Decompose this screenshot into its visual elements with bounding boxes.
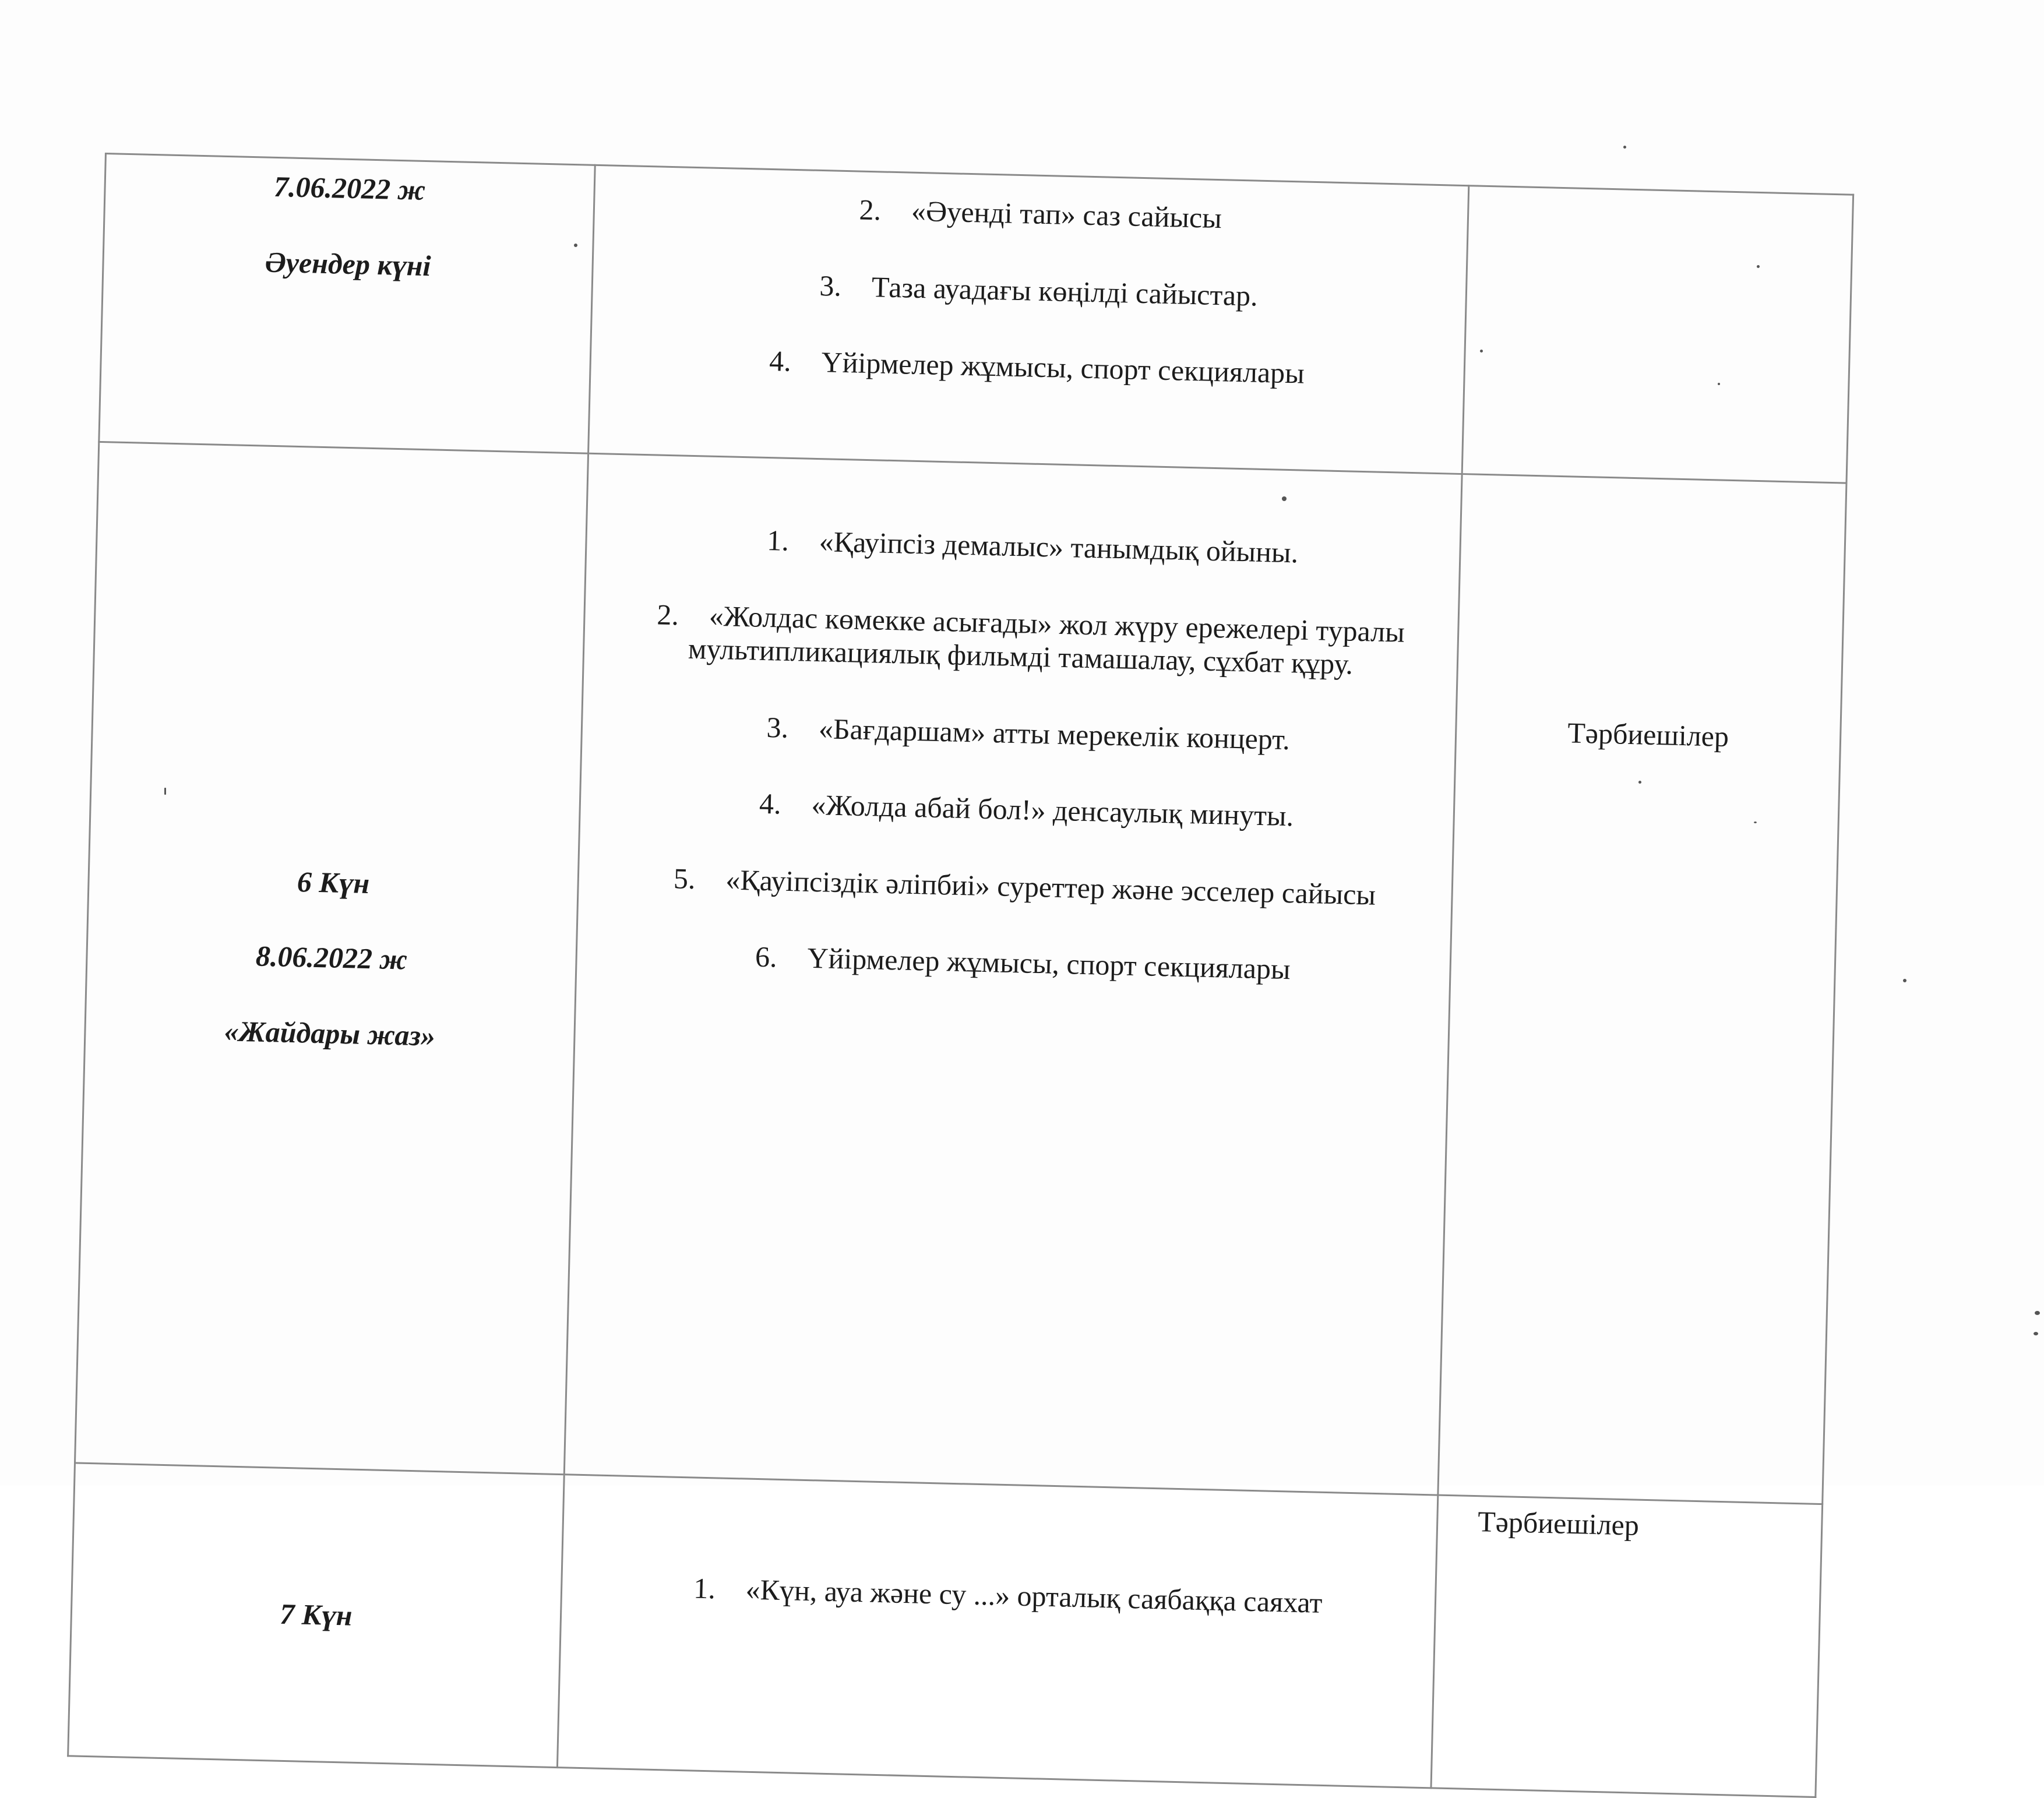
scan-speck [2034,1332,2038,1335]
item-number: 1. [693,1571,716,1605]
item-text: «Әуенді тап» саз сайысы [911,194,1222,235]
item-text: Таза ауадағы көңілді сайыстар. [871,270,1259,312]
day-cell [99,154,595,454]
responsible-text: Тәрбиешілер [1567,716,1729,753]
scan-speck [1757,265,1760,268]
scan-speck [1903,979,1906,982]
table-row [99,154,1853,484]
activities-cell [564,453,1462,1495]
day-theme: Әуендер күні [265,245,432,282]
item-text: «Күн, ауа және су ...» орталық саябаққа саяхат [745,1573,1323,1619]
scan-speck [1638,781,1641,784]
item-number: 4. [759,787,782,820]
day-cell [75,442,588,1474]
list-item [593,263,1465,318]
day-number: 6 Күн [297,865,370,900]
day-theme: «Жайдары жаз» [224,1014,436,1052]
item-number: 1. [766,523,790,557]
item-text: «Жолдас көмекке асығады» жол жүру ережелері туралы мультипликациялық фильмді тамашалау, сұхбат құру. [688,599,1405,681]
item-text: «Қауіпсіздік әліпбиі» суреттер және эсселер сайысы [725,862,1376,911]
item-number: 2. [858,193,882,227]
item-text: «Қауіпсіз демалыс» танымдық ойыны. [819,525,1299,569]
responsible-cell [1431,1495,1823,1797]
schedule-sheet [75,153,1852,1632]
activities-list [577,520,1460,990]
item-text: Үйірмелер жұмысы, спорт секциялары [821,346,1305,390]
responsible-cell [1438,474,1846,1504]
list-item [587,520,1460,574]
table-row [68,1463,1823,1797]
list-item [562,1568,1435,1623]
item-number: 3. [766,710,789,744]
day-date: 8.06.2022 ж [255,939,408,976]
activities-list [591,187,1467,394]
scan-speck [164,788,166,795]
day-number: 7 Күн [279,1598,353,1632]
item-text: Үйірмелер жұмысы, спорт секциялары [806,941,1291,986]
list-item [577,936,1450,990]
scan-speck [1718,383,1720,385]
activities-list [562,1568,1435,1623]
scan-speck [2035,1311,2040,1315]
scan-speck [1282,496,1287,501]
item-text: «Жолда абай бол!» денсаулық минуты. [810,788,1294,833]
scan-speck [1480,350,1483,352]
responsible-cell [1462,186,1853,483]
list-item [580,783,1453,837]
day-date: 7.06.2022 ж [273,170,426,206]
activities-cell [588,165,1469,474]
responsible-text: Тәрбиешілер [1477,1505,1640,1542]
activities-cell [557,1475,1437,1788]
list-item [579,859,1451,914]
scan-speck [574,244,577,247]
item-number: 6. [755,940,778,974]
list-item [594,187,1467,241]
item-number: 5. [673,861,696,895]
day-cell [68,1463,565,1768]
schedule-table [67,153,1854,1798]
responsible-text [1469,186,1852,195]
list-item [584,596,1458,683]
scan-speck [1754,822,1757,823]
list-item [582,706,1455,760]
table-row [75,442,1846,1504]
item-number: 2. [656,598,679,631]
item-text: «Бағдаршам» атты мерекелік концерт. [818,711,1291,756]
scan-speck [1623,146,1626,149]
item-number: 3. [819,269,842,302]
list-item [591,340,1464,394]
item-number: 4. [769,344,792,378]
